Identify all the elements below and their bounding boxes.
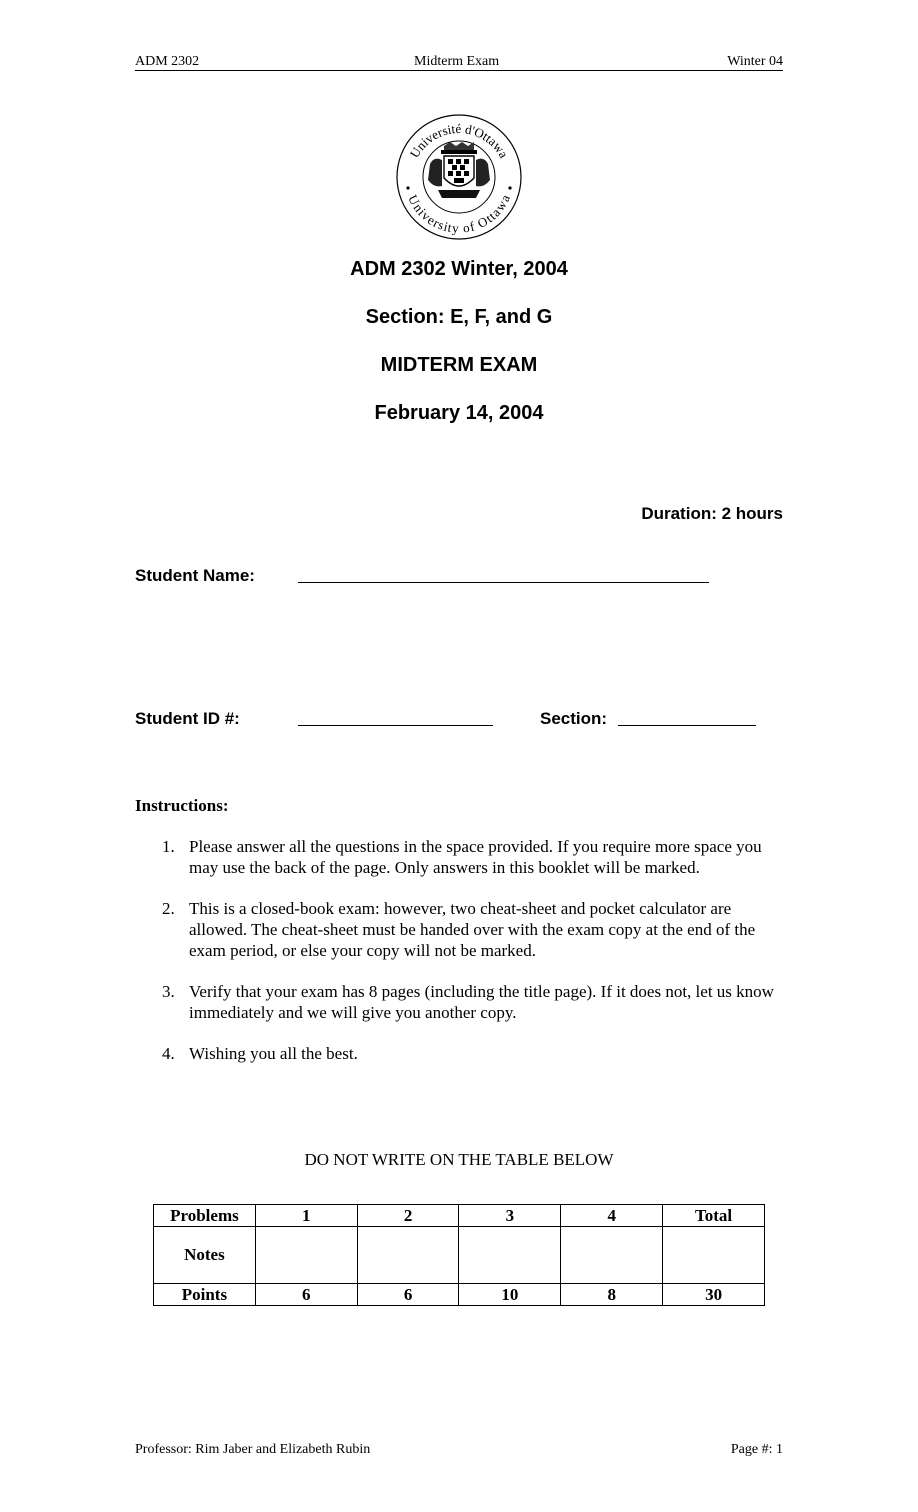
footer-professors: Professor: Rim Jaber and Elizabeth Rubin xyxy=(135,1442,371,1457)
instructions-list xyxy=(162,836,782,1084)
notes-cell xyxy=(663,1227,765,1284)
header-course: ADM 2302 xyxy=(135,54,200,69)
row-label-notes: Notes xyxy=(154,1227,256,1284)
instruction-text: Wishing you all the best. xyxy=(189,1044,358,1063)
seal-top-text: Université d'Ottawa xyxy=(406,120,512,161)
header-term: Winter 04 xyxy=(727,54,783,69)
instructions-heading: Instructions: xyxy=(135,796,229,815)
exam-date: February 14, 2004 xyxy=(374,402,544,424)
points-cell: 10 xyxy=(459,1284,561,1306)
points-cell: 8 xyxy=(561,1284,663,1306)
student-id-field[interactable] xyxy=(298,725,493,726)
column-header: Total xyxy=(663,1205,765,1227)
instruction-item xyxy=(162,898,782,961)
course-title: ADM 2302 Winter, 2004 xyxy=(350,258,568,280)
instruction-item xyxy=(162,981,782,1023)
column-header: 3 xyxy=(459,1205,561,1227)
table-row xyxy=(154,1227,765,1284)
column-header: 1 xyxy=(255,1205,357,1227)
student-name-field[interactable] xyxy=(298,582,709,583)
instruction-text: Please answer all the questions in the space provided. If you require more space you may use the back of the page. Only answers in this booklet will be marked. xyxy=(189,837,762,877)
row-label-problems: Problems xyxy=(154,1205,256,1227)
instruction-item xyxy=(162,836,782,878)
points-cell: 30 xyxy=(663,1284,765,1306)
table-notice: DO NOT WRITE ON THE TABLE BELOW xyxy=(304,1150,614,1169)
header-title: Midterm Exam xyxy=(414,54,500,69)
instruction-number: 4. xyxy=(162,1044,175,1063)
student-id-label: Student ID #: xyxy=(135,709,240,728)
university-seal-logo xyxy=(394,112,524,242)
notes-cell xyxy=(459,1227,561,1284)
points-cell: 6 xyxy=(357,1284,459,1306)
column-header: 4 xyxy=(561,1205,663,1227)
column-header: 2 xyxy=(357,1205,459,1227)
score-table xyxy=(153,1204,765,1306)
section-field[interactable] xyxy=(618,725,756,726)
sections-title: Section: E, F, and G xyxy=(365,306,553,328)
instruction-number: 1. xyxy=(162,837,175,856)
points-cell: 6 xyxy=(255,1284,357,1306)
page-footer xyxy=(135,1442,783,1458)
instruction-text: Verify that your exam has 8 pages (including the title page). If it does not, let us know immediately and we will give you another copy. xyxy=(189,982,774,1022)
svg-text:University of Ottawa xyxy=(405,192,513,236)
exam-title: MIDTERM EXAM xyxy=(380,354,538,376)
instruction-number: 3. xyxy=(162,982,175,1001)
seal-bottom-text: University of Ottawa xyxy=(405,192,513,236)
row-label-points: Points xyxy=(154,1284,256,1306)
student-name-label: Student Name: xyxy=(135,566,255,585)
table-row xyxy=(154,1205,765,1227)
section-label: Section: xyxy=(540,709,608,728)
notes-cell xyxy=(561,1227,663,1284)
instruction-number: 2. xyxy=(162,899,175,918)
page-header xyxy=(135,54,783,71)
notes-cell xyxy=(357,1227,459,1284)
table-row xyxy=(154,1284,765,1306)
instruction-text: This is a closed-book exam: however, two cheat-sheet and pocket calculator are allowed. The cheat-sheet must be handed over with the exam copy at the end of the exam period, or else your copy will not be marked. xyxy=(189,899,756,960)
instruction-item xyxy=(162,1043,782,1064)
exam-duration: Duration: 2 hours xyxy=(641,504,783,523)
page-number: Page #: 1 xyxy=(730,1442,783,1457)
notes-cell xyxy=(255,1227,357,1284)
